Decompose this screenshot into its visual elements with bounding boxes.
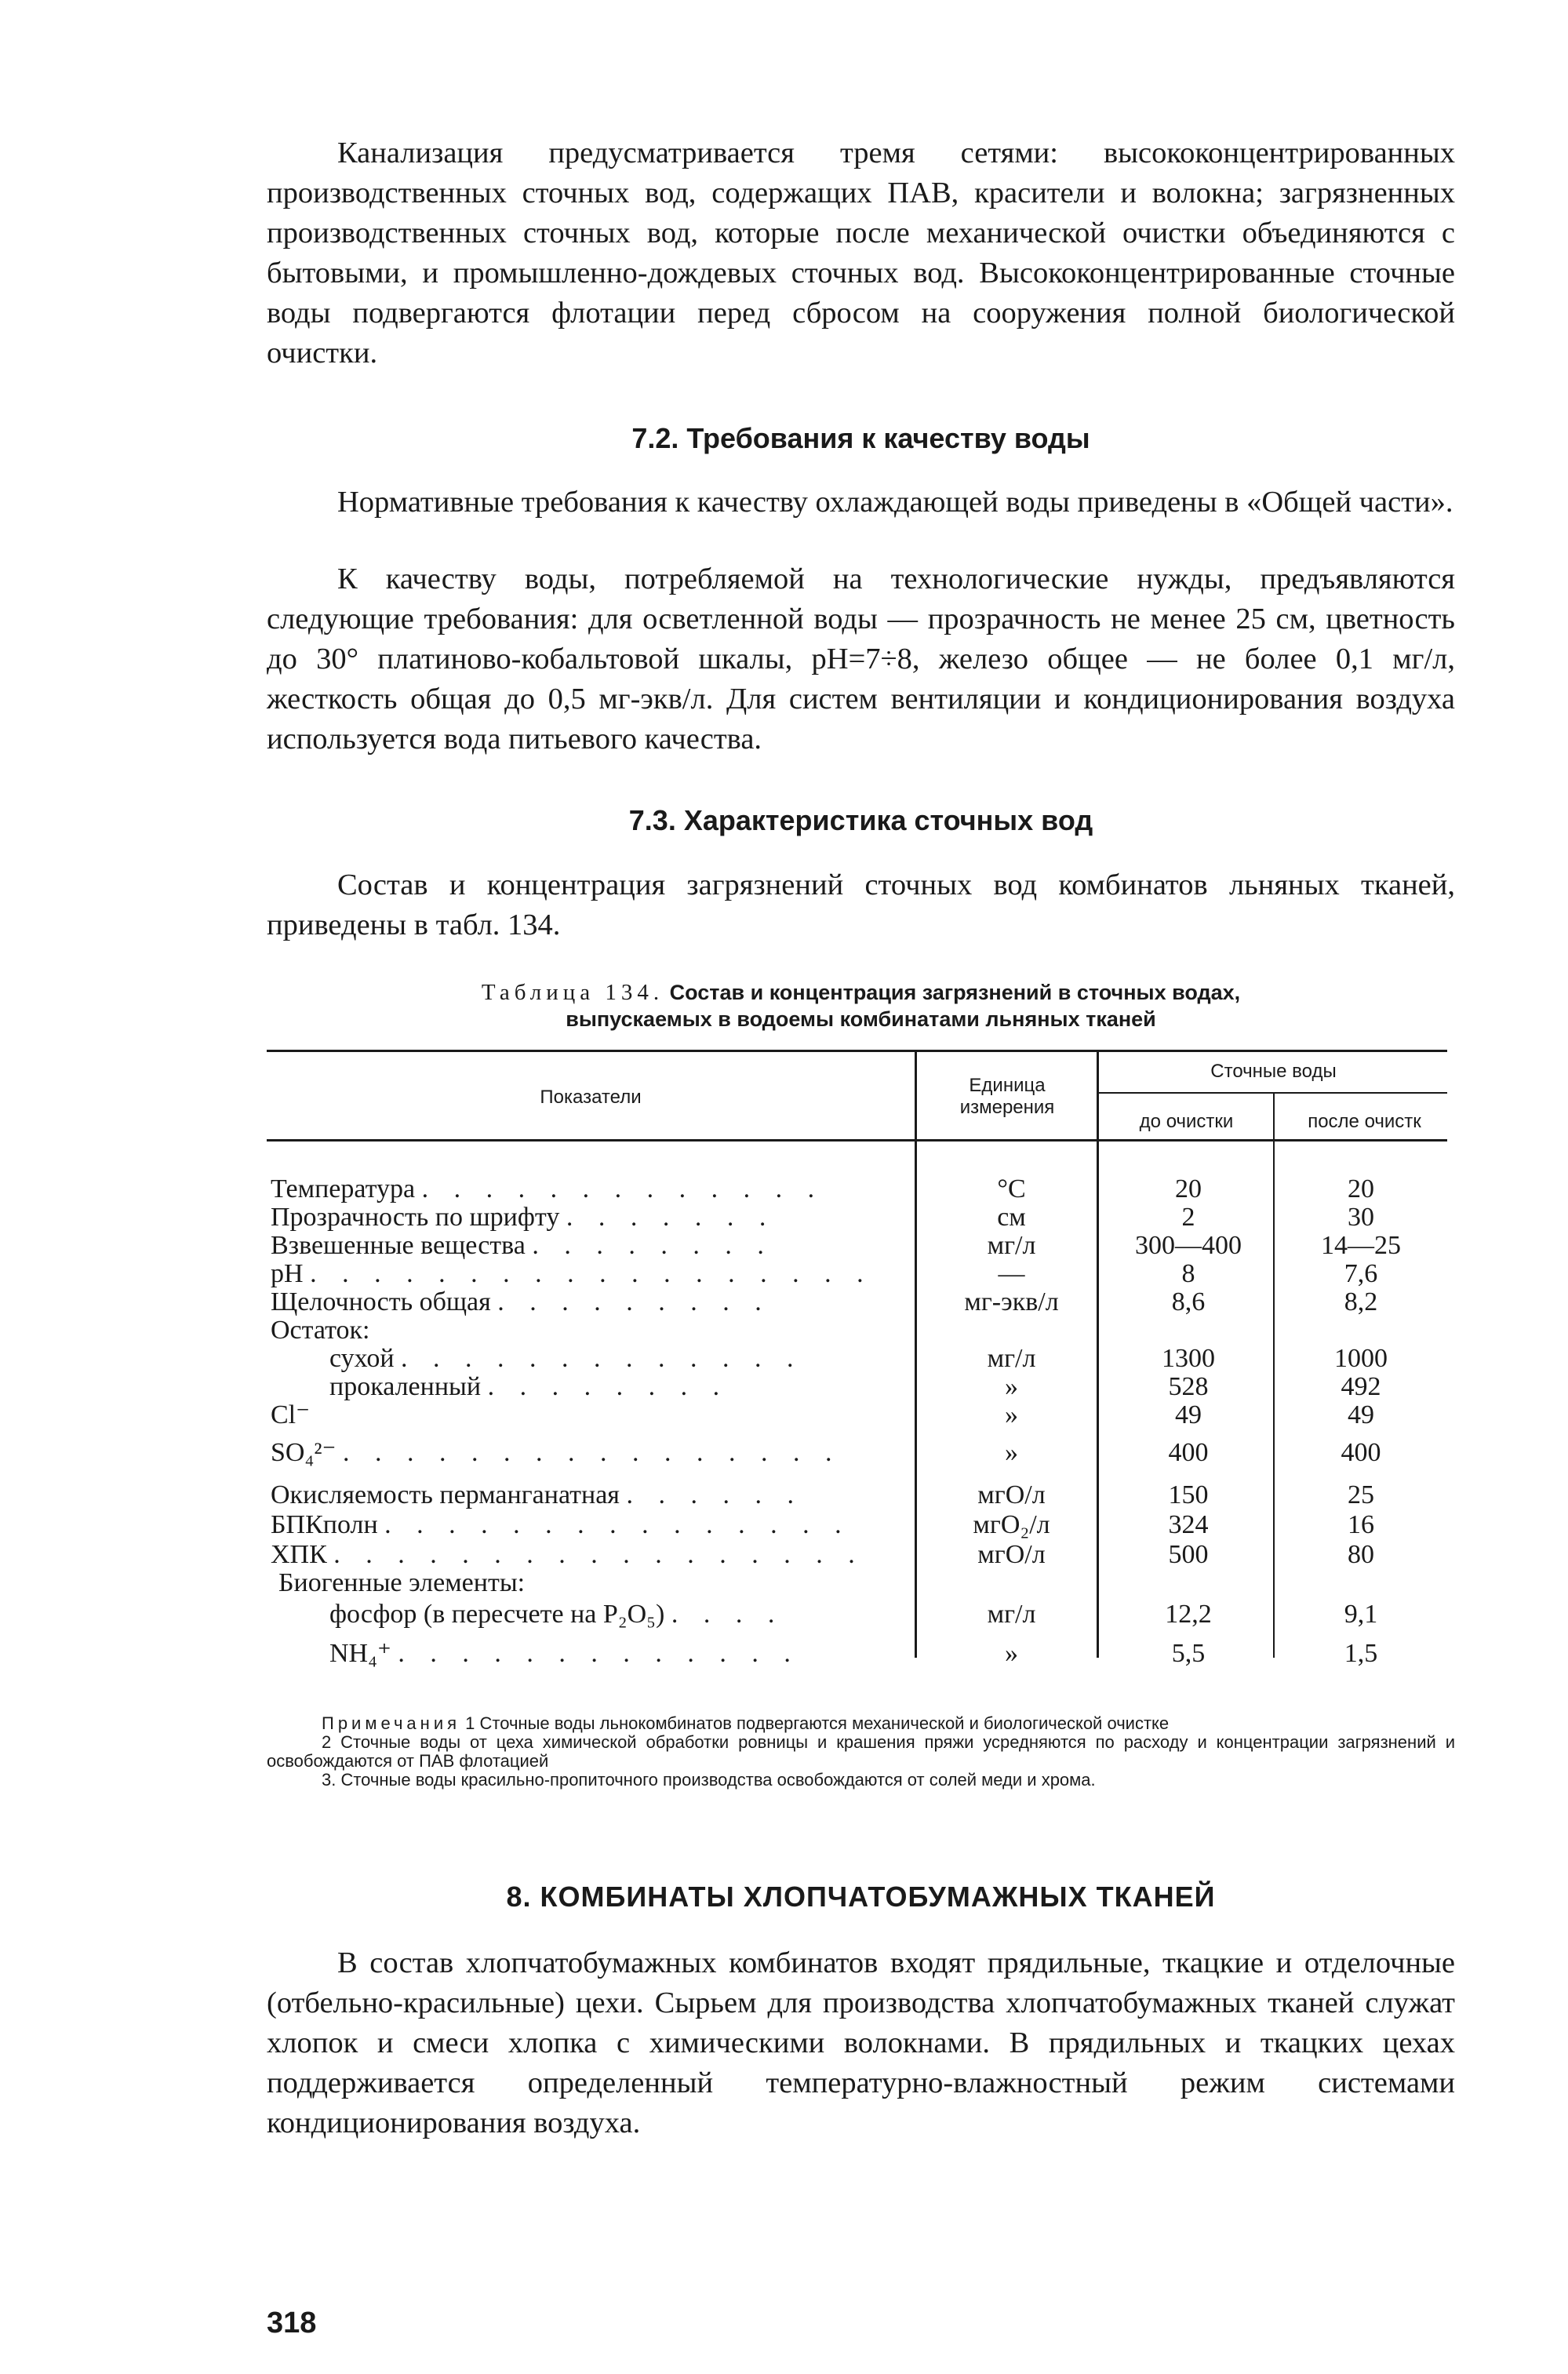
section-7-3-heading: 7.3. Характеристика сточных вод bbox=[628, 804, 1093, 836]
row-unit: мг/л bbox=[987, 1231, 1036, 1260]
row-dots: . . . . . . bbox=[626, 1481, 803, 1509]
header-unit-line-2: измерения bbox=[959, 1097, 1055, 1118]
row-unit: мгО₂/л bbox=[973, 1510, 1050, 1539]
row-after: 49 bbox=[1348, 1400, 1374, 1429]
section-7-2-paragraph-1: Нормативные требования к качеству охлаждающей воды приведены в «Общей части». bbox=[337, 486, 1453, 519]
row-after: 400 bbox=[1341, 1438, 1381, 1467]
row-name: NH₄⁺ bbox=[329, 1640, 391, 1668]
row-after: 80 bbox=[1348, 1540, 1374, 1569]
row-unit: см bbox=[997, 1203, 1026, 1232]
table-top-rule bbox=[267, 1050, 1447, 1052]
row-dots: . . . . bbox=[671, 1600, 784, 1629]
row-name: Щелочность общая bbox=[271, 1288, 491, 1316]
row-before: 20 bbox=[1175, 1174, 1202, 1203]
row-dots: . . . . . . . . . . . . . . . . . . bbox=[310, 1260, 873, 1288]
section-7-3-paragraph-1: Состав и концентрация загрязнений сточных вод комбинатов льняных тканей, приведены в табл. 134. bbox=[267, 868, 1455, 941]
row-after: 16 bbox=[1348, 1510, 1374, 1539]
row-unit: мг/л bbox=[987, 1344, 1036, 1373]
header-unit-line-1: Единица bbox=[969, 1075, 1046, 1096]
note-1: 1 Сточные воды льнокомбинатов подвергаются механической и биологической очистке bbox=[465, 1713, 1170, 1733]
row-before: 8,6 bbox=[1171, 1287, 1206, 1316]
row-unit: — bbox=[998, 1259, 1025, 1288]
row-dots: . . . . . . . . . . . . . . . bbox=[384, 1511, 851, 1539]
row-name: Биогенные элементы: bbox=[278, 1569, 526, 1597]
row-unit: мг/л bbox=[987, 1600, 1036, 1629]
row-after: 9,1 bbox=[1344, 1600, 1378, 1629]
paragraph-intro: Канализация предусматривается тремя сетями: высококонцентрированных производственных сточных вод, содержащих ПАВ, красители и волокна; загрязненных производственных сточных вод, которые после механической очистки объединяются с бытовыми, и промышленно-дождевых сточных вод. Высококонцентрированные сточные воды подвергаются флотации перед сбросом на сооружения полной биологической очистки. bbox=[267, 137, 1455, 370]
row-dots: . . . . . . . . . . . . . bbox=[401, 1345, 803, 1373]
row-dots: . . . . . . . . bbox=[487, 1373, 729, 1401]
row-before: 8 bbox=[1181, 1259, 1195, 1288]
row-after: 1,5 bbox=[1344, 1639, 1378, 1668]
row-name: Взвешенные вещества bbox=[271, 1232, 526, 1260]
row-unit: » bbox=[1005, 1438, 1018, 1467]
row-before: 300—400 bbox=[1135, 1231, 1242, 1260]
table-title-line-1: Состав и концентрация загрязнений в сточных водах, bbox=[669, 981, 1241, 1004]
row-dots: . . . . . . . bbox=[566, 1203, 776, 1232]
table-notes bbox=[267, 1714, 1455, 1790]
row-before: 12,2 bbox=[1165, 1600, 1212, 1629]
note-3: 3. Сточные воды красильно-пропиточного производства освобождаются от солей меди и хрома. bbox=[322, 1770, 1096, 1790]
table-caption bbox=[267, 979, 1455, 1032]
header-indicator: Показатели bbox=[540, 1087, 642, 1108]
row-unit: » bbox=[1005, 1372, 1018, 1401]
row-unit: мг-экв/л bbox=[964, 1287, 1059, 1316]
row-after: 8,2 bbox=[1344, 1287, 1378, 1316]
row-name: Окисляемость перманганатная bbox=[271, 1481, 620, 1509]
row-unit: °C bbox=[997, 1174, 1026, 1203]
row-before: 324 bbox=[1168, 1510, 1209, 1539]
row-before: 528 bbox=[1168, 1372, 1209, 1401]
row-after: 7,6 bbox=[1344, 1259, 1378, 1288]
header-after-treatment: после очистк bbox=[1308, 1111, 1421, 1132]
table-title-line-2: выпускаемых в водоемы комбинатами льняных тканей bbox=[566, 1007, 1156, 1031]
row-name: pH bbox=[271, 1260, 304, 1288]
row-after: 492 bbox=[1341, 1372, 1381, 1401]
section-8-heading: 8. КОМБИНАТЫ ХЛОПЧАТОБУМАЖНЫХ ТКАНЕЙ bbox=[506, 1881, 1216, 1913]
row-name: прокаленный bbox=[329, 1373, 482, 1401]
row-dots: . . . . . . . . . . . . . bbox=[398, 1640, 800, 1668]
section-7-2-heading: 7.2. Требования к качеству воды bbox=[631, 422, 1090, 454]
row-name: Cl⁻ bbox=[271, 1401, 311, 1429]
row-unit: » bbox=[1005, 1639, 1018, 1668]
row-dots: . . . . . . . . . bbox=[497, 1288, 771, 1316]
row-name: Остаток: bbox=[271, 1316, 370, 1345]
row-dots: . . . . . . . . . . . . . . . . bbox=[342, 1439, 842, 1467]
row-before: 1300 bbox=[1162, 1344, 1215, 1373]
row-unit: мгО/л bbox=[977, 1480, 1046, 1509]
table-label: Таблица 134. bbox=[481, 980, 664, 1005]
header-wastewater: Сточные воды bbox=[1210, 1061, 1337, 1082]
row-unit: мгО/л bbox=[977, 1540, 1046, 1569]
row-before: 150 bbox=[1168, 1480, 1209, 1509]
section-7-2-paragraph-2: К качеству воды, потребляемой на технологические нужды, предъявляются следующие требования: для осветленной воды — прозрачность не менее 25 см, цветность до 30° платиново-кобальтовой шкалы, pH=7÷8, железо общее — не более 0,1 мг/л, жесткость общая до 0,5 мг-экв/л. Для систем вентиляции и кондиционирования воздуха используется вода питьевого качества. bbox=[267, 563, 1455, 756]
notes-label: Примечания bbox=[322, 1713, 461, 1733]
row-after: 20 bbox=[1348, 1174, 1374, 1203]
row-name: БПКполн bbox=[271, 1511, 378, 1539]
row-name: фосфор (в пересчете на P₂O₅) bbox=[329, 1600, 665, 1629]
row-after: 30 bbox=[1348, 1203, 1374, 1232]
row-name: Прозрачность по шрифту bbox=[271, 1203, 560, 1232]
header-before-treatment: до очистки bbox=[1139, 1111, 1234, 1132]
row-dots: . . . . . . . . bbox=[532, 1232, 773, 1260]
row-before: 49 bbox=[1175, 1400, 1202, 1429]
row-name: ХПК bbox=[271, 1541, 327, 1569]
row-before: 5,5 bbox=[1171, 1639, 1206, 1668]
row-after: 14—25 bbox=[1321, 1231, 1401, 1260]
row-after: 25 bbox=[1348, 1480, 1374, 1509]
page-number: 318 bbox=[267, 2307, 317, 2339]
table-divider-after bbox=[1273, 1094, 1275, 1658]
row-after: 1000 bbox=[1334, 1344, 1388, 1373]
row-name: Температура bbox=[271, 1175, 416, 1203]
row-name: сухой bbox=[329, 1345, 395, 1373]
note-2: 2 Сточные воды от цеха химической обработки ровницы и крашения пряжи усредняются по расходу и концентрации загрязнений и освобождаются от ПАВ флотацией bbox=[267, 1732, 1455, 1771]
section-8-paragraph-1: В состав хлопчатобумажных комбинатов входят прядильные, ткацкие и отделочные (отбельно-красильные) цехи. Сырьем для производства хлопчатобумажных тканей служат хлопок и смеси хлопка с химическими волокнами. В прядильных и ткацких цехах поддерживается определенный температурно-влажностный режим системами кондиционирования воздуха. bbox=[267, 1946, 1455, 2139]
row-before: 500 bbox=[1168, 1540, 1209, 1569]
row-before: 400 bbox=[1168, 1438, 1209, 1467]
row-unit: » bbox=[1005, 1400, 1018, 1429]
row-name: SO₄²⁻ bbox=[271, 1439, 337, 1467]
row-dots: . . . . . . . . . . . . . bbox=[421, 1175, 824, 1203]
row-before: 2 bbox=[1181, 1203, 1195, 1232]
table-header-rule bbox=[267, 1139, 1447, 1141]
row-dots: . . . . . . . . . . . . . . . . . bbox=[333, 1541, 864, 1569]
